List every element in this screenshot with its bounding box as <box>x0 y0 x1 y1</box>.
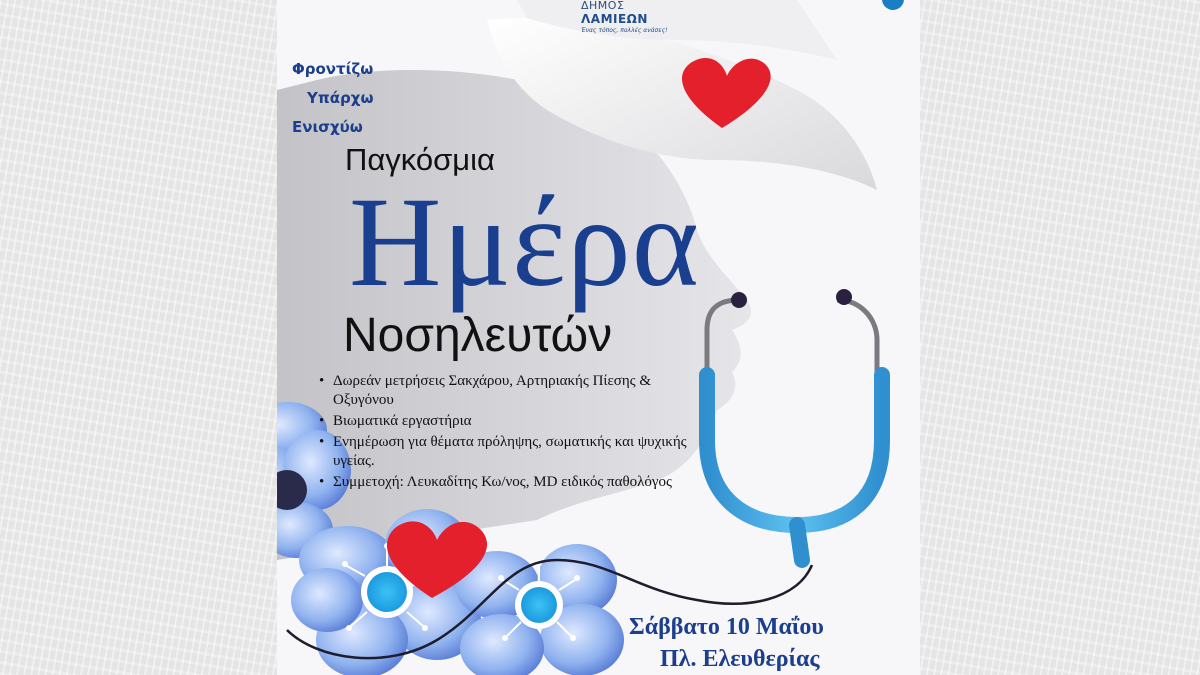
municipality-logo <box>581 0 668 36</box>
municipality-line2: ΛΑΜΙΕΩΝ <box>581 12 648 26</box>
list-item: • Ενημέρωση για θέματα πρόληψης, σωματικής και ψυχικής υγείας. <box>315 433 715 471</box>
title-line1: Παγκόσμια <box>345 142 495 177</box>
slogan-1: Φροντίζω <box>292 60 374 78</box>
title-line2: Ημέρα <box>349 171 700 313</box>
event-date: Σάββατο 10 Μαΐου <box>629 614 824 640</box>
slogan-2: Υπάρχω <box>307 89 374 107</box>
stethoscope-icon <box>707 289 882 560</box>
activities-list <box>315 372 715 494</box>
list-item: • Βιωματικά εργαστήρια <box>315 412 715 431</box>
flower-right-icon <box>455 544 624 675</box>
list-item: • Συμμετοχή: Λευκαδίτης Κω/νος, MD ειδικός παθολόγος <box>315 473 715 492</box>
list-item: • Δωρεάν μετρήσεις Σακχάρου, Αρτηριακής Πίεσης & Οξυγόνου <box>315 372 715 410</box>
municipality-motto: Ένας τόπος, πολλές ανάσες! <box>581 27 668 34</box>
event-place: Πλ. Ελευθερίας <box>660 646 820 672</box>
slogan-3: Ενισχύω <box>292 118 363 136</box>
partner-logo-left <box>299 0 339 6</box>
municipality-line1: ΔΗΜΟΣ <box>581 0 625 12</box>
event-poster <box>277 0 920 675</box>
title-line3: Νοσηλευτών <box>343 309 613 362</box>
